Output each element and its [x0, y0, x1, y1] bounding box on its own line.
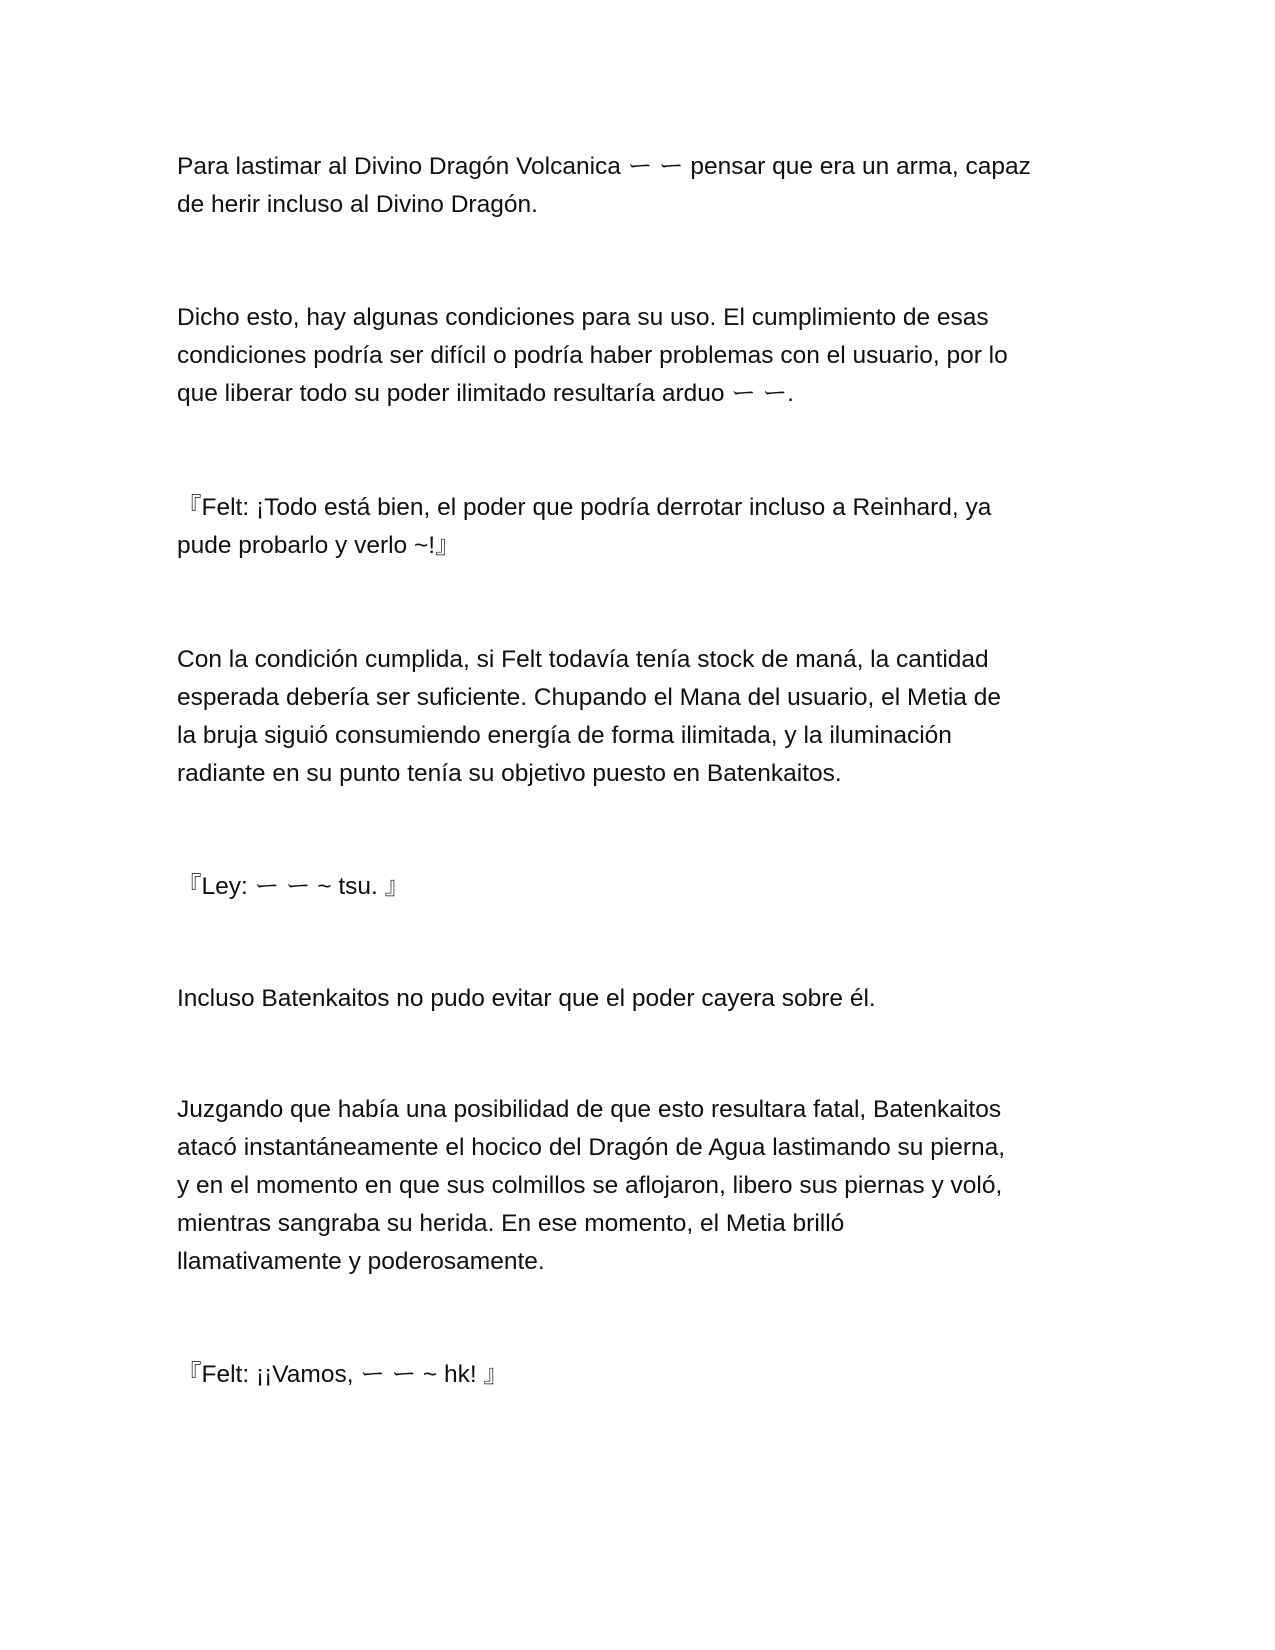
paragraph-3 — [177, 641, 1107, 793]
paragraph-4 — [177, 980, 1107, 1018]
text-line: 『Felt: ¡¡Vamos, ー ー ~ hk! 』 — [177, 1361, 509, 1388]
text-line: Dicho esto, hay algunas condiciones para su uso. El cumplimiento de esas — [177, 304, 989, 331]
dialogue-felt-2 — [177, 1356, 1107, 1394]
text-line: Incluso Batenkaitos no pudo evitar que el poder cayera sobre él. — [177, 985, 876, 1012]
text-line: que liberar todo su poder ilimitado resultaría arduo ー ー. — [177, 380, 794, 407]
text-line: llamativamente y poderosamente. — [177, 1248, 545, 1275]
text-line: pude probarlo y verlo ~!』 — [177, 532, 460, 559]
text-line: 『Felt: ¡Todo está bien, el poder que podría derrotar incluso a Reinhard, ya — [177, 494, 992, 521]
paragraph-5 — [177, 1091, 1107, 1281]
text-line: y en el momento en que sus colmillos se aflojaron, libero sus piernas y voló, — [177, 1172, 1003, 1199]
dialogue-felt-1 — [177, 489, 1107, 565]
text-line: atacó instantáneamente el hocico del Dragón de Agua lastimando su pierna, — [177, 1134, 1006, 1161]
text-line: Juzgando que había una posibilidad de que esto resultara fatal, Batenkaitos — [177, 1096, 1002, 1123]
paragraph-1 — [177, 148, 1107, 224]
text-line: condiciones podría ser difícil o podría haber problemas con el usuario, por lo — [177, 342, 1008, 369]
text-line: mientras sangraba su herida. En ese momento, el Metia brilló — [177, 1210, 845, 1237]
paragraph-2 — [177, 299, 1107, 413]
text-line: la bruja siguió consumiendo energía de forma ilimitada, y la iluminación — [177, 722, 952, 749]
dialogue-ley — [177, 868, 1107, 906]
text-line: Para lastimar al Divino Dragón Volcanica ー ー pensar que era un arma, capaz — [177, 153, 1031, 180]
text-line: esperada debería ser suficiente. Chupando el Mana del usuario, el Metia de — [177, 684, 1001, 711]
text-line: de herir incluso al Divino Dragón. — [177, 191, 538, 218]
text-line: Con la condición cumplida, si Felt todavía tenía stock de maná, la cantidad — [177, 646, 989, 673]
text-line: 『Ley: ー ー ~ tsu. 』 — [177, 873, 410, 900]
text-line: radiante en su punto tenía su objetivo puesto en Batenkaitos. — [177, 760, 842, 787]
